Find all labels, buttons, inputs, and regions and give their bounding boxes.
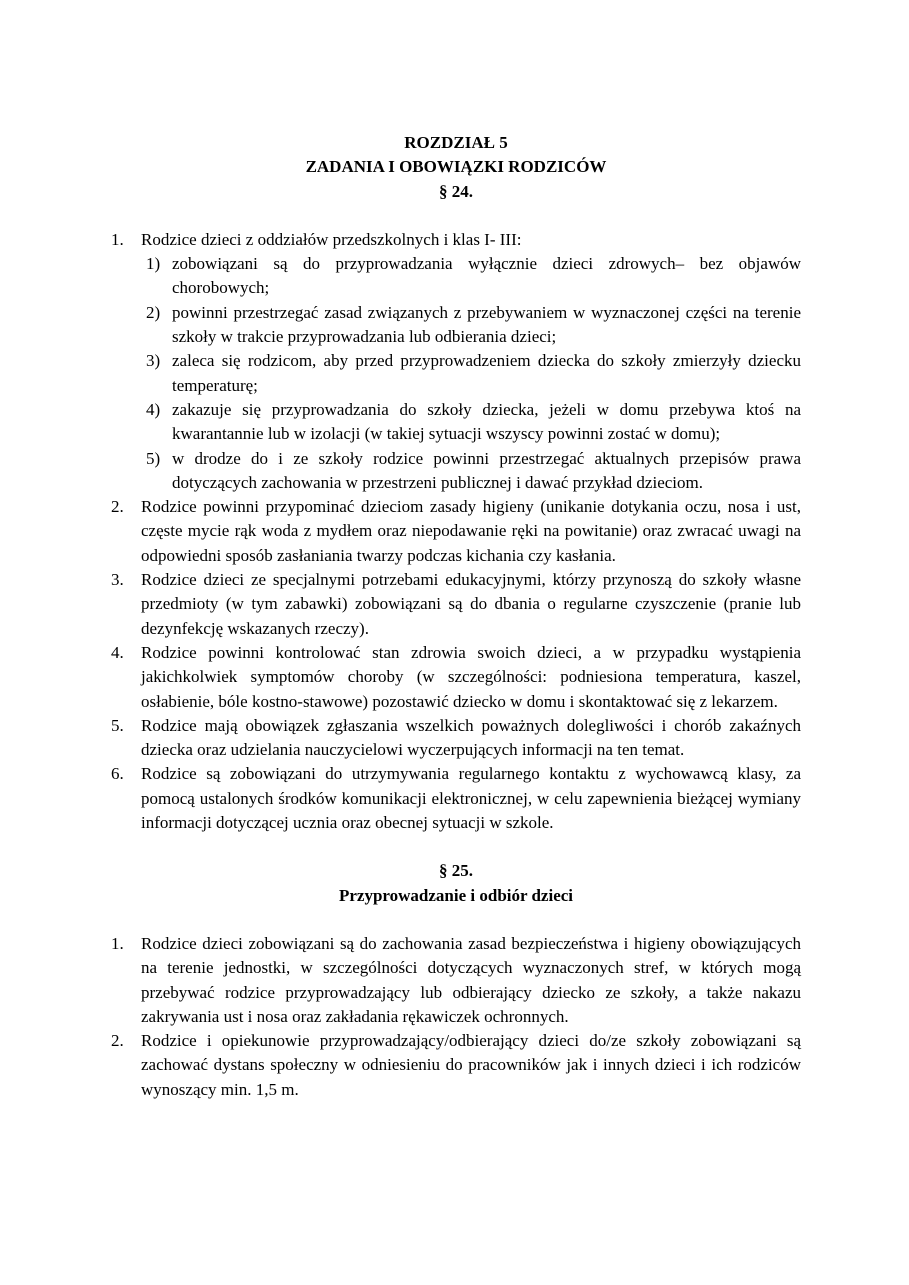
item-number: 3. [111,570,124,590]
chapter-number: ROZDZIAŁ 5 [404,133,508,152]
list-item [111,568,801,641]
section-24-list [111,228,801,835]
sub-item-number: 1) [146,254,161,274]
sub-item-text: zaleca się rodzicom, aby przed przyprowadzeniem dziecka do szkoły zmierzyły dziecku temperaturę; [172,351,801,395]
section-25-heading: § 25. [439,861,473,881]
section-24-heading: § 24. [439,181,473,201]
item-number: 4. [111,642,124,662]
item-number: 1. [111,933,124,953]
sub-item-text: powinni przestrzegać zasad związanych z przebywaniem w wyznaczonej części na terenie szkoły w trakcie przyprowadzania lub odbierania dzieci; [172,302,801,347]
item-text: Rodzice dzieci ze specjalnymi potrzebami edukacyjnymi, którzy przynoszą do szkoły własne przedmioty (w tym zabawki) zobowiązani są do dbania o regularne czyszczenie (pranie lub dezynfekcję wskazanych rzeczy). [141,570,801,638]
item-text: Rodzice dzieci zobowiązani są do zachowania zasad bezpieczeństwa i higieny obowiązujących na terenie jednostki, w szczególności dotyczących wyznaczonych stref, w których mogą przebywać rodzice przyprowadzający lub odbierający dziecko ze szkoły, a także nakazu zakrywania ust i nosa oraz zakładania rękawiczek ochronnych. [141,933,801,1026]
list-item [111,1029,801,1102]
sub-list-item [141,349,801,398]
sub-item-text: w drodze do i ze szkoły rodzice powinni przestrzegać aktualnych przepisów prawa dotyczących zachowania w przestrzeni publicznej i dawać przykład dzieciom. [172,448,801,492]
list-item [111,932,801,1029]
item-text: Rodzice mają obowiązek zgłaszania wszelkich poważnych dolegliwości i chorób zakaźnych dziecka oraz udzielania nauczycielowi wyczerpujących informacji na ten temat. [141,715,801,760]
sub-list-item [141,301,801,350]
sub-item-number: 2) [146,302,161,322]
section-25-title: Przyprowadzanie i odbiór dzieci [338,885,574,905]
sub-list-item [141,398,801,447]
sub-item-number: 4) [146,399,161,419]
list-item [111,641,801,714]
item-text: Rodzice powinni kontrolować stan zdrowia swoich dzieci, a w przypadku wystąpienia jakichkolwiek symptomów choroby (w szczególności: podniesiona temperatura, kaszel, osłabienie, bóle kostno-stawowe) pozostawić dziecko w domu i skontaktować się z lekarzem. [141,642,801,711]
item-text: Rodzice powinni przypominać dzieciom zasady higieny (unikanie dotykania oczu, nosa i ust, częste mycie rąk woda z mydłem oraz niepodawanie ręki na powitanie) oraz zwracać uwagi na odpowiedni sposób zasłaniania twarzy podczas kichania czy kasłania. [141,497,801,565]
list-item [111,228,801,495]
spacer [111,204,801,228]
list-item [111,495,801,568]
item-text: Rodzice i opiekunowie przyprowadzający/odbierający dzieci do/ze szkoły zobowiązani są zachować dystans społeczny w odniesieniu do pracowników jak i innych dzieci i ich rodziców wynoszący min. 1,5 m. [141,1031,801,1099]
chapter-title: ZADANIA I OBOWIĄZKI RODZICÓW [305,157,607,177]
item-number: 1. [111,229,124,249]
sub-item-number: 3) [146,351,161,371]
section-25-list [111,932,801,1102]
sub-item-number: 5) [146,448,161,468]
sub-list-item [141,252,801,301]
item-number: 5. [111,715,124,735]
list-item [111,714,801,763]
item-number: 2. [111,1031,124,1051]
item-text: Rodzice są zobowiązani do utrzymywania regularnego kontaktu z wychowawcą klasy, za pomocą ustalonych środków komunikacji elektronicznej, w celu zapewnienia bieżącej wymiany informacji dotyczącej ucznia oraz obecnej sytuacji w szkole. [141,764,801,833]
item-number: 6. [111,764,124,784]
item-text: Rodzice dzieci z oddziałów przedszkolnych i klas I- III: [141,229,522,249]
sub-list [141,252,801,495]
spacer [111,835,801,859]
item-number: 2. [111,497,124,517]
sub-list-item [141,447,801,496]
list-item [111,762,801,835]
sub-item-text: zobowiązani są do przyprowadzania wyłącznie dzieci zdrowych– bez objawów chorobowych; [172,254,801,298]
page-content [111,131,801,1102]
sub-item-text: zakazuje się przyprowadzania do szkoły dziecka, jeżeli w domu przebywa ktoś na kwarantannie lub w izolacji (w takiej sytuacji wszyscy powinni zostać w domu); [172,399,801,444]
spacer [111,908,801,932]
